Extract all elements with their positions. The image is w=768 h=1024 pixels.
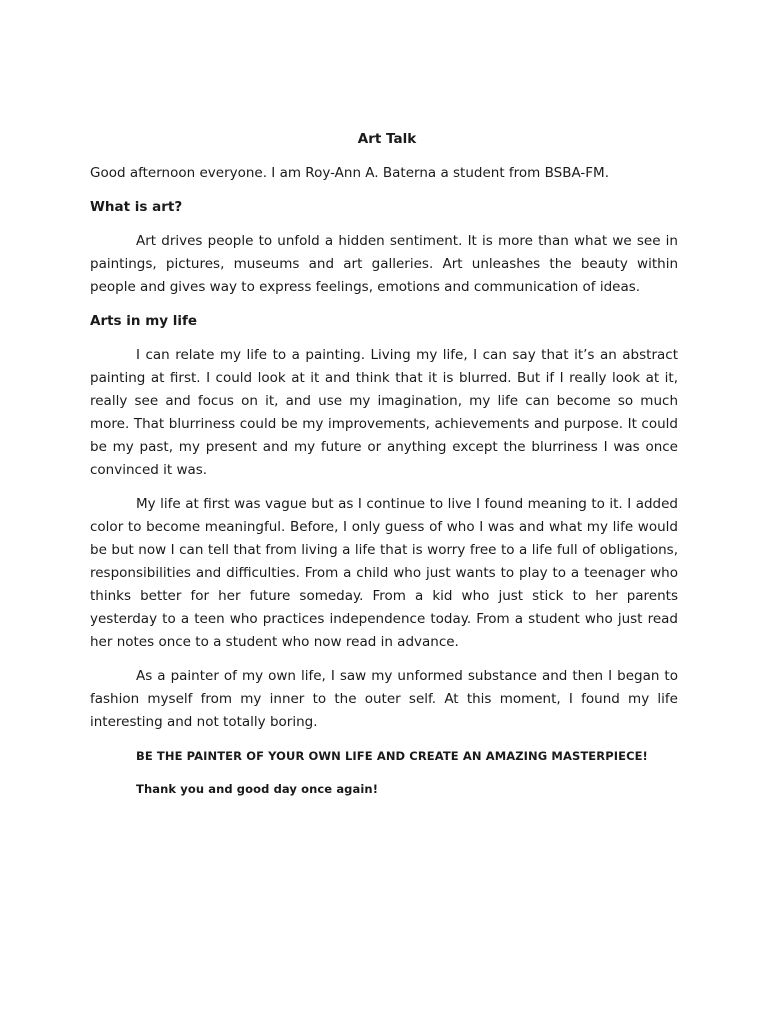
closing-thanks: Thank you and good day once again! [136, 782, 379, 796]
paragraph-what-is-art: Art drives people to unfold a hidden sentiment. It is more than what we see in paintings, pictures, museums and art galleries. Art unleashes the beauty within people and gives way to express feelings, emotions and communication of ideas. [90, 233, 678, 295]
document-title: Art Talk [357, 131, 417, 147]
paragraph-painter-of-life: As a painter of my own life, I saw my unformed substance and then I began to fashion myself from my inner to the outer self. At this moment, I found my life interesting and not totally boring. [90, 668, 678, 730]
closing-slogan: BE THE PAINTER OF YOUR OWN LIFE AND CREATE AN AMAZING MASTERPIECE! [136, 749, 648, 763]
greeting-line: Good afternoon everyone. I am Roy-Ann A. Baterna a student from BSBA-FM. [90, 165, 609, 181]
section-heading-what-is-art: What is art? [90, 199, 183, 215]
document-page [90, 128, 678, 811]
section-heading-arts-in-my-life: Arts in my life [90, 313, 198, 329]
paragraph-painting: I can relate my life to a painting. Living my life, I can say that it’s an abstract painting at first. I could look at it and think that it is blurred. But if I really look at it, really see and focus on it, and use my imagination, my life can become so much more. That blurriness could be my improvements, achievements and purpose. It could be my past, my present and my future or anything except the blurriness I was once convinced it was. [90, 347, 678, 478]
paragraph-life-vague: My life at first was vague but as I continue to live I found meaning to it. I added color to become meaningful. Before, I only guess of who I was and what my life would be but now I can tell that from living a life that is worry free to a life full of obligations, responsibilities and difficulties. From a child who just wants to play to a teenager who thinks better for her future someday. From a kid who just stick to her parents yesterday to a teen who practices independence today. From a student who just read her notes once to a student who now read in advance. [90, 496, 678, 650]
